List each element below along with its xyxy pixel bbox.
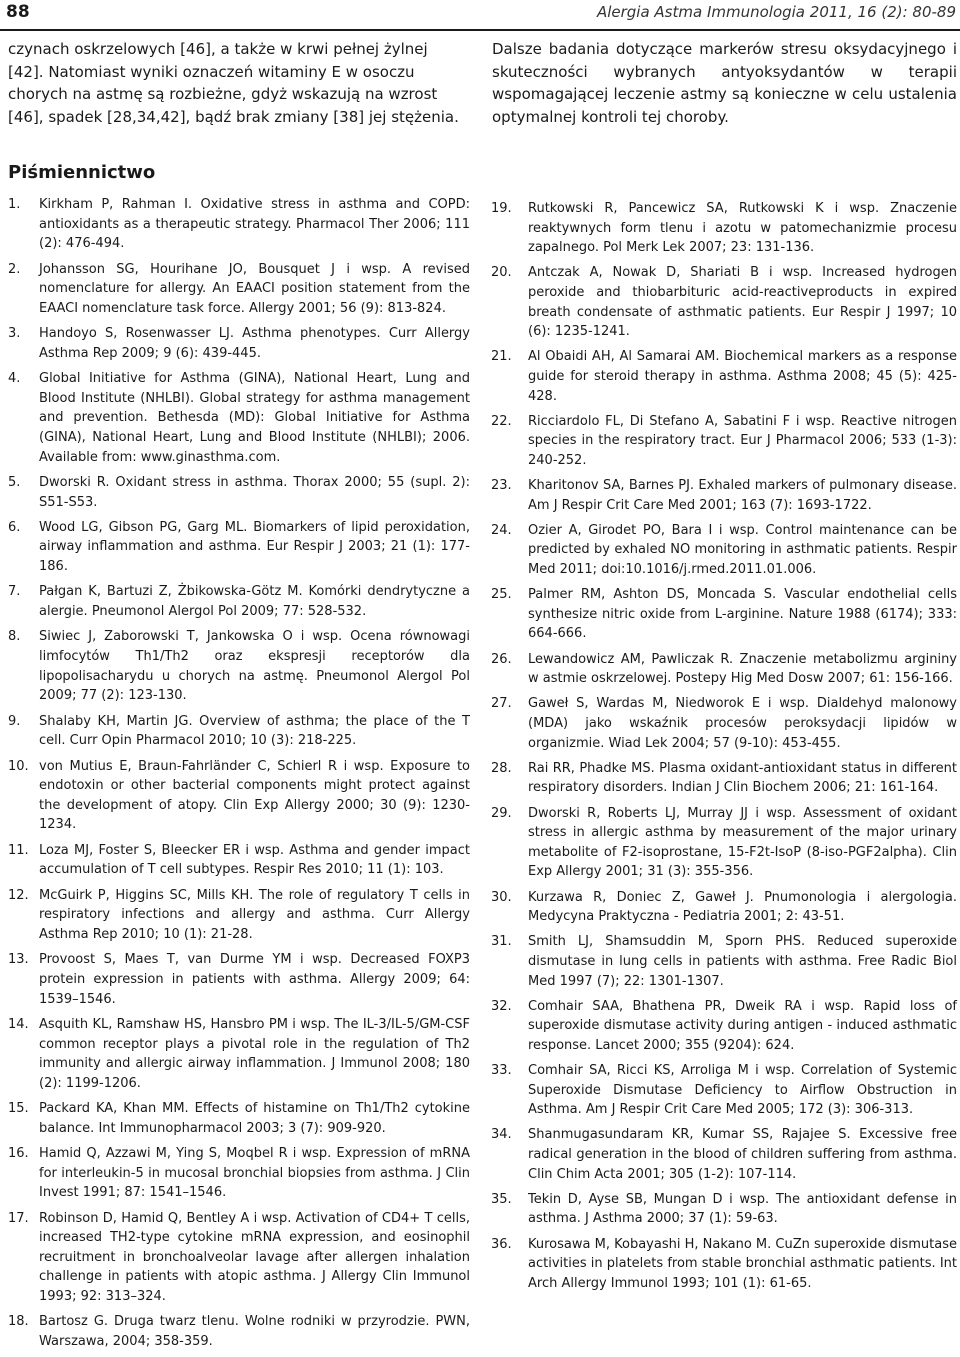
reference-item	[491, 932, 957, 991]
reference-item	[8, 195, 470, 254]
reference-number: 20.	[491, 265, 512, 281]
reference-item	[491, 521, 957, 580]
reference-text: Pałgan K, Bartuzi Z, Żbikowska-Götz M. Komórki dendrytyczne a alergie. Pneumonol Alergol Pol 2009; 77: 528-532.	[39, 584, 470, 620]
reference-number: 13.	[8, 952, 29, 968]
reference-text: Ozier A, Girodet PO, Bara I i wsp. Control maintenance can be predicted by exhaled NO monitoring in asthmatic patients. Respir Med 2011; doi:10.1016/j.rmed.2011.01.006.	[528, 522, 957, 578]
reference-item	[491, 1235, 957, 1294]
reference-item	[8, 886, 470, 945]
reference-item	[8, 1209, 470, 1307]
reference-number: 31.	[491, 934, 512, 950]
reference-item	[8, 1099, 470, 1138]
reference-number: 23.	[491, 478, 512, 494]
reference-text: Global Initiative for Asthma (GINA), National Heart, Lung and Blood Institute (NHLBI). Global strategy for asthma management and prevention. Bethesda (MD): Global Initiative for Asthma (GINA), National Heart, Lung and Blood Institute (NHLBI); 2006. Available from: www.ginasthma.com.	[39, 371, 470, 465]
reference-item	[8, 473, 470, 512]
reference-text: Provoost S, Maes T, van Durme YM i wsp. Decreased FOXP3 protein expression in patients with asthma. Allergy 2009; 64: 1539–1546.	[39, 952, 470, 1007]
reference-number: 5.	[8, 474, 21, 490]
reference-item	[491, 263, 957, 341]
page-number: 88	[6, 2, 30, 22]
reference-item	[491, 759, 957, 798]
references-heading: Piśmiennictwo	[8, 162, 156, 183]
reference-number: 25.	[491, 587, 512, 603]
reference-text: Comhair SAA, Bhathena PR, Dweik RA i wsp. Rapid loss of superoxide dismutase activity during antigen - induced asthmatic response. Lancet 2000; 355 (9204): 624.	[528, 998, 957, 1053]
reference-number: 26.	[491, 651, 512, 667]
reference-number: 10.	[8, 758, 29, 774]
reference-number: 29.	[491, 805, 512, 821]
reference-item	[8, 627, 470, 705]
reference-item	[8, 582, 470, 621]
reference-text: Gaweł S, Wardas M, Niedworok E i wsp. Dialdehyd malonowy (MDA) jako wskaźnik procesów peroksydacji lipidów w organizmie. Wiad Lek 2004; 57 (9-10): 453-455.	[528, 696, 957, 751]
reference-number: 6.	[8, 519, 21, 535]
reference-number: 4.	[8, 371, 21, 387]
reference-item	[491, 1125, 957, 1184]
reference-number: 1.	[8, 197, 21, 212]
reference-text: Kharitonov SA, Barnes PJ. Exhaled markers of pulmonary disease. Am J Respir Crit Care Med 2001; 163 (7): 1693-1722.	[528, 478, 957, 513]
reference-number: 21.	[491, 349, 512, 365]
reference-number: 36.	[491, 1236, 512, 1252]
reference-item	[491, 694, 957, 753]
reference-text: Kurosawa M, Kobayashi H, Nakano M. CuZn superoxide dismutase activities in platelets from stable bronchial asthmatic patients. Int Arch Allergy Immunol 1993; 101 (1): 61-65.	[528, 1236, 957, 1291]
reference-item	[8, 950, 470, 1009]
reference-text: Robinson D, Hamid Q, Bentley A i wsp. Activation of CD4+ T cells, increased TH2-type cytokine mRNA expression, and eosinophil recruitment in bronchoalveolar lavage after allergen inhalation challenge in patients with atopic asthma. J Allergy Clin Immunol 1993; 92: 313–324.	[39, 1210, 470, 1305]
reference-text: Kirkham P, Rahman I. Oxidative stress in asthma and COPD: antioxidants as a therapeutic strategy. Pharmacol Ther 2006; 111 (2): 476-494.	[39, 197, 470, 252]
reference-text: McGuirk P, Higgins SC, Mills KH. The role of regulatory T cells in respiratory infections and allergy and asthma. Curr Allergy Asthma Rep 2010; 10 (1): 21-28.	[39, 887, 470, 942]
reference-item	[491, 888, 957, 927]
reference-number: 27.	[491, 696, 512, 712]
intro-paragraph-left: czynach oskrzelowych [46], a także w krwi pełnej żylnej [42]. Natomiast wyniki oznaczeń witaminy E w osoczu chorych na astmę są rozbieżne, gdyż wskazują na wzrost [46], spadek [28,34,42], bądź brak zmiany [38] jej stężenia.	[8, 40, 459, 126]
reference-item	[491, 347, 957, 406]
reference-number: 35.	[491, 1191, 512, 1207]
reference-number: 3.	[8, 326, 21, 342]
reference-text: Asquith KL, Ramshaw HS, Hansbro PM i wsp. The IL-3/IL-5/GM-CSF common receptor plays a pivotal role in the regulation of Th2 immunity and allergic airway inflammation. J Immunol 2008; 180 (2): 1199-1206.	[39, 1016, 470, 1091]
reference-item	[491, 412, 957, 471]
reference-item	[8, 1312, 470, 1351]
reference-item	[491, 804, 957, 882]
reference-number: 2.	[8, 261, 21, 277]
reference-item	[491, 1061, 957, 1120]
reference-item	[8, 712, 470, 751]
reference-number: 14.	[8, 1016, 29, 1032]
reference-number: 15.	[8, 1101, 29, 1117]
reference-number: 7.	[8, 584, 21, 600]
reference-number: 12.	[8, 887, 29, 903]
reference-text: Dworski R. Oxidant stress in asthma. Thorax 2000; 55 (supl. 2): S51-S53.	[39, 474, 470, 510]
reference-number: 34.	[491, 1127, 512, 1143]
reference-text: Rutkowski R, Pancewicz SA, Rutkowski K i wsp. Znaczenie reaktywnych form tlenu i azotu w patomechanizmie procesu zapalnego. Pol Merk Lek 2007; 23: 131-136.	[528, 201, 957, 256]
reference-number: 16.	[8, 1146, 29, 1162]
reference-text: Comhair SA, Ricci KS, Arroliga M i wsp. Correlation of Systemic Superoxide Dismutase Deficiency to Airflow Obstruction in Asthma. Am J Respir Crit Care Med 2005; 172 (3): 306-313.	[528, 1063, 957, 1118]
intro-paragraph-right: Dalsze badania dotyczące markerów stresu oksydacyjnego i skuteczności wybranych antyoksydantów w terapii wspomagającej leczenie astmy są konieczne w celu ustalenia optymalnej kontroli tej choroby.	[492, 40, 957, 126]
reference-text: Rai RR, Phadke MS. Plasma oxidant-antioxidant status in different respiratory disorders. Indian J Clin Biochem 2006; 21: 161-164.	[528, 760, 957, 796]
reference-text: Lewandowicz AM, Pawliczak R. Znaczenie metabolizmu argininy w astmie oskrzelowej. Postepy Hig Med Dosw 2007; 61: 156-166.	[528, 651, 957, 687]
header-rule	[0, 29, 960, 31]
reference-item	[491, 1190, 957, 1229]
reference-number: 33.	[491, 1063, 512, 1079]
reference-number: 18.	[8, 1314, 29, 1330]
reference-text: Dworski R, Roberts LJ, Murray JJ i wsp. Assessment of oxidant stress in allergic asthma by measurement of the major urinary metabolite of F2-isoprostane, 15-F2t-IsoP (8-iso-PGF2alpha). Clin Exp Allergy 2001; 31 (3): 355-356.	[528, 805, 957, 880]
reference-item	[8, 1015, 470, 1093]
reference-text: Shalaby KH, Martin JG. Overview of asthma; the place of the T cell. Curr Opin Pharmacol 2010; 10 (3): 218-225.	[39, 713, 470, 749]
reference-number: 9.	[8, 713, 21, 729]
reference-item	[491, 585, 957, 644]
reference-item	[8, 757, 470, 835]
reference-text: Packard KA, Khan MM. Effects of histamine on Th1/Th2 cytokine balance. Int Immunopharmacol 2003; 3 (7): 909-920.	[39, 1101, 470, 1136]
references-column-left	[8, 195, 470, 1357]
reference-number: 22.	[491, 413, 512, 429]
reference-number: 17.	[8, 1210, 29, 1226]
reference-text: Palmer RM, Ashton DS, Moncada S. Vascular endothelial cells synthesize nitric oxide from L-arginine. Nature 1988 (6174); 333: 664-666.	[528, 587, 957, 642]
reference-item	[491, 650, 957, 689]
reference-item	[8, 1144, 470, 1203]
page-header	[0, 0, 960, 30]
reference-number: 8.	[8, 629, 21, 645]
reference-item	[8, 324, 470, 363]
reference-text: von Mutius E, Braun-Fahrländer C, Schierl R i wsp. Exposure to endotoxin or other bacterial components might protect against the development of atopy. Clin Exp Allergy 2000; 30 (9): 1230-1234.	[39, 758, 470, 833]
reference-item	[8, 369, 470, 467]
reference-number: 30.	[491, 889, 512, 905]
reference-text: Hamid Q, Azzawi M, Ying S, Moqbel R i wsp. Expression of mRNA for interleukin-5 in mucosal bronchial biopsies from asthma. J Clin Invest 1991; 87: 1541–1546.	[39, 1146, 470, 1201]
reference-item	[491, 199, 957, 258]
reference-number: 28.	[491, 760, 512, 776]
reference-text: Siwiec J, Zaborowski T, Jankowska O i wsp. Ocena równowagi limfocytów Th1/Th2 oraz ekspresji receptorów dla lipopolisacharydu u chorych na astmę. Pneumonol Alergol Pol 2009; 77 (2): 123-130.	[39, 629, 470, 704]
reference-number: 19.	[491, 201, 512, 216]
reference-text: Smith LJ, Shamsuddin M, Sporn PHS. Reduced superoxide dismutase in lung cells in patients with asthma. Free Radic Biol Med 1997 (7); 22: 1301-1307.	[528, 934, 957, 989]
reference-item	[8, 260, 470, 319]
reference-number: 32.	[491, 998, 512, 1014]
reference-item	[491, 997, 957, 1056]
reference-item	[491, 476, 957, 515]
reference-text: Kurzawa R, Doniec Z, Gaweł J. Pnumonologia i alergologia. Medycyna Praktyczna - Pediatria 2001; 2: 43-51.	[528, 889, 957, 925]
reference-text: Antczak A, Nowak D, Shariati B i wsp. Increased hydrogen peroxide and thiobarbituric acid-reactiveproducts in expired breath condensate of asthmatic patients. Eur Respir J 1997; 10 (6): 1235-1241.	[528, 265, 957, 340]
reference-text: Wood LG, Gibson PG, Garg ML. Biomarkers of lipid peroxidation, airway inflammation and asthma. Eur Respir J 2003; 21 (1): 177-186.	[39, 519, 470, 575]
reference-text: Handoyo S, Rosenwasser LJ. Asthma phenotypes. Curr Allergy Asthma Rep 2009; 9 (6): 439-445.	[39, 326, 470, 361]
references-column-right	[491, 199, 957, 1299]
reference-item	[8, 518, 470, 577]
reference-text: Tekin D, Ayse SB, Mungan D i wsp. The antioxidant defense in asthma. J Asthma 2000; 37 (1): 59-63.	[528, 1191, 957, 1227]
reference-text: Bartosz G. Druga twarz tlenu. Wolne rodniki w przyrodzie. PWN, Warszawa, 2004; 358-359.	[39, 1314, 470, 1350]
reference-item	[8, 841, 470, 880]
reference-number: 11.	[8, 842, 29, 858]
reference-text: Loza MJ, Foster S, Bleecker ER i wsp. Asthma and gender impact accumulation of T cell subtypes. Respir Res 2010; 11 (1): 103.	[39, 842, 470, 878]
reference-number: 24.	[491, 522, 512, 538]
reference-text: Johansson SG, Hourihane JO, Bousquet J i wsp. A revised nomenclature for allergy. An EAACI position statement from the EAACI nomenclature task force. Allergy 2001; 56 (9): 813-824.	[39, 261, 470, 316]
reference-text: Shanmugasundaram KR, Kumar SS, Rajajee S. Excessive free radical generation in the blood of children suffering from asthma. Clin Chim Acta 2001; 305 (1-2): 107-114.	[528, 1127, 957, 1182]
reference-text: Ricciardolo FL, Di Stefano A, Sabatini F i wsp. Reactive nitrogen species in the respiratory tract. Eur J Pharmacol 2006; 533 (1-3): 240-252.	[528, 413, 957, 468]
reference-text: Al Obaidi AH, Al Samarai AM. Biochemical markers as a response guide for steroid therapy in asthma. Asthma 2008; 45 (5): 425-428.	[528, 349, 957, 404]
journal-citation: Alergia Astma Immunologia 2011, 16 (2): 80-89	[596, 3, 956, 21]
